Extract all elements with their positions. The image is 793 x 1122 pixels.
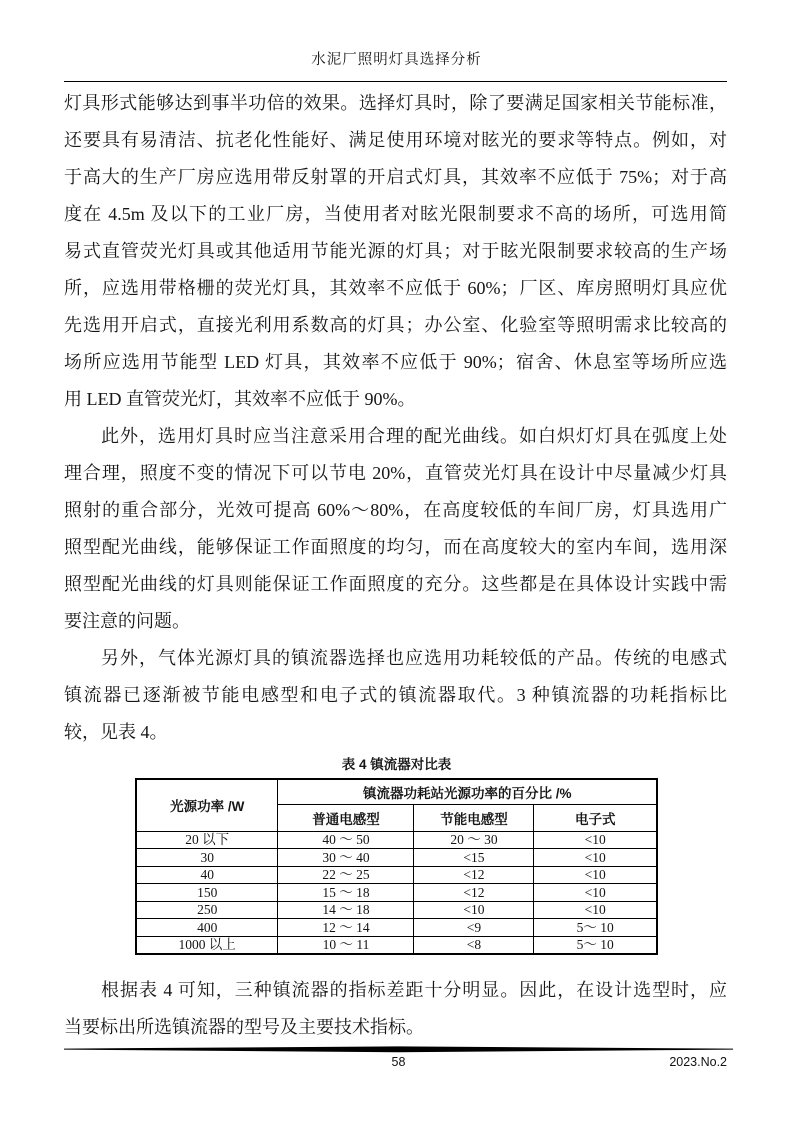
table-row <box>136 866 657 884</box>
ballast-comparison-table <box>135 778 658 955</box>
body-text-line: 度在 4.5m 及以下的工业厂房，当使用者对眩光限制要求不高的场所，可选用简 <box>64 204 727 224</box>
body-text-line: 于高大的生产厂房应选用带反射罩的开启式灯具，其效率不应低于 75%；对于高 <box>64 167 727 187</box>
table-cell: 20 ～ 30 <box>414 831 534 849</box>
table-cell: <12 <box>414 866 534 884</box>
table-cell: <10 <box>534 831 657 849</box>
table-header-row-1 <box>136 779 657 804</box>
table-cell: <10 <box>534 849 657 867</box>
table-row <box>136 884 657 902</box>
body-text-line: 镇流器已逐渐被节能电感型和电子式的镇流器取代。3 种镇流器的功耗指标比 <box>64 685 727 705</box>
table-cell: 40 ～ 50 <box>278 831 414 849</box>
footer-rule <box>64 1046 733 1053</box>
table-cell: 250 <box>136 901 278 919</box>
body-text-line: 易式直管荧光灯具或其他适用节能光源的灯具；对于眩光限制要求较高的生产场 <box>64 241 727 261</box>
table-row <box>136 831 657 849</box>
body-text-line: 另外，气体光源灯具的镇流器选择也应选用功耗较低的产品。传统的电感式 <box>101 648 727 668</box>
table-row <box>136 919 657 937</box>
table-cell: <9 <box>414 919 534 937</box>
body-text-before-table <box>64 85 727 751</box>
table-cell: 30 <box>136 849 278 867</box>
body-text-line: 根据表 4 可知，三种镇流器的指标差距十分明显。因此，在设计选型时，应 <box>101 979 727 1000</box>
table-header-percentage-span: 镇流器功耗站光源功率的百分比 /% <box>278 779 657 804</box>
ballast-table-body <box>136 831 657 954</box>
table-cell: 40 <box>136 866 278 884</box>
body-text-line: 用 LED 直管荧光灯，其效率不应低于 90%。 <box>64 389 416 409</box>
body-text-line: 较，见表 4。 <box>64 722 168 742</box>
table-cell: 20 以下 <box>136 831 278 849</box>
issue-number: 2023.No.2 <box>669 1055 727 1069</box>
body-text-line: 照型配光曲线的灯具则能保证工作面照度的充分。这些都是在具体设计实践中需 <box>64 574 727 594</box>
body-text-line: 此外，选用灯具时应当注意采用合理的配光曲线。如白炽灯灯具在弧度上处 <box>101 426 727 446</box>
paragraph <box>64 418 727 640</box>
body-text-line: 先选用开启式，直接光利用系数高的灯具；办公室、化验室等照明需求比较高的 <box>64 315 727 335</box>
body-text-line: 所，应选用带格栅的荧光灯具，其效率不应低于 60%；厂区、库房照明灯具应优 <box>64 278 727 298</box>
table-cell: 30 ～ 40 <box>278 849 414 867</box>
body-text-line: 灯具形式能够达到事半功倍的效果。选择灯具时，除了要满足国家相关节能标准， <box>64 93 727 113</box>
page-number: 58 <box>391 1055 406 1069</box>
table-subheader-electronic: 电子式 <box>534 804 657 831</box>
table-cell: 12 ～ 14 <box>278 919 414 937</box>
body-text-line: 要注意的问题。 <box>64 611 190 631</box>
body-text-line: 当要标出所选镇流器的型号及主要技术指标。 <box>64 1016 424 1037</box>
header-rule <box>64 81 727 82</box>
table-row <box>136 901 657 919</box>
table-cell: <10 <box>414 901 534 919</box>
paragraph <box>64 640 727 751</box>
body-text-line: 场所应选用节能型 LED 灯具，其效率不应低于 90%；宿舍、休息室等场所应选 <box>64 352 727 372</box>
table-cell: <10 <box>534 901 657 919</box>
body-text-line: 理合理，照度不变的情况下可以节电 20%，直管荧光灯具在设计中尽量减少灯具 <box>64 463 727 483</box>
table-cell: 14 ～ 18 <box>278 901 414 919</box>
paragraph <box>64 972 727 1046</box>
table-row <box>136 936 657 954</box>
table-cell: 1000 以上 <box>136 936 278 954</box>
body-text-line: 还要具有易清洁、抗老化性能好、满足使用环境对眩光的要求等特点。例如，对 <box>64 130 727 150</box>
table-cell: 400 <box>136 919 278 937</box>
table-caption: 表 4 镇流器对比表 <box>341 757 452 772</box>
table-subheader-energy-saving-inductive: 节能电感型 <box>414 804 534 831</box>
table-cell: 10 ～ 11 <box>278 936 414 954</box>
page-footer <box>64 1046 733 1070</box>
table-cell: 15 ～ 18 <box>278 884 414 902</box>
table-cell: 5～ 10 <box>534 936 657 954</box>
table-subheader-ordinary-inductive: 普通电感型 <box>278 804 414 831</box>
table-row <box>136 849 657 867</box>
table-cell: 5～ 10 <box>534 919 657 937</box>
footer-row <box>64 1054 733 1070</box>
paragraph <box>64 85 727 418</box>
table-header-source-power: 光源功率 /W <box>136 779 278 831</box>
running-title: 水泥厂照明灯具选择分析 <box>311 52 482 68</box>
table-cell: <10 <box>534 866 657 884</box>
table-cell: 150 <box>136 884 278 902</box>
table-cell: <15 <box>414 849 534 867</box>
table-cell: <8 <box>414 936 534 954</box>
table-cell: 22 ～ 25 <box>278 866 414 884</box>
body-text-line: 照型配光曲线，能够保证工作面照度的均匀，而在高度较大的室内车间，选用深 <box>64 537 727 557</box>
table-cell: <12 <box>414 884 534 902</box>
body-text-after-table <box>64 972 727 1046</box>
table-cell: <10 <box>534 884 657 902</box>
body-text-line: 照射的重合部分，光效可提高 60%～80%，在高度较低的车间厂房，灯具选用广 <box>64 500 727 520</box>
